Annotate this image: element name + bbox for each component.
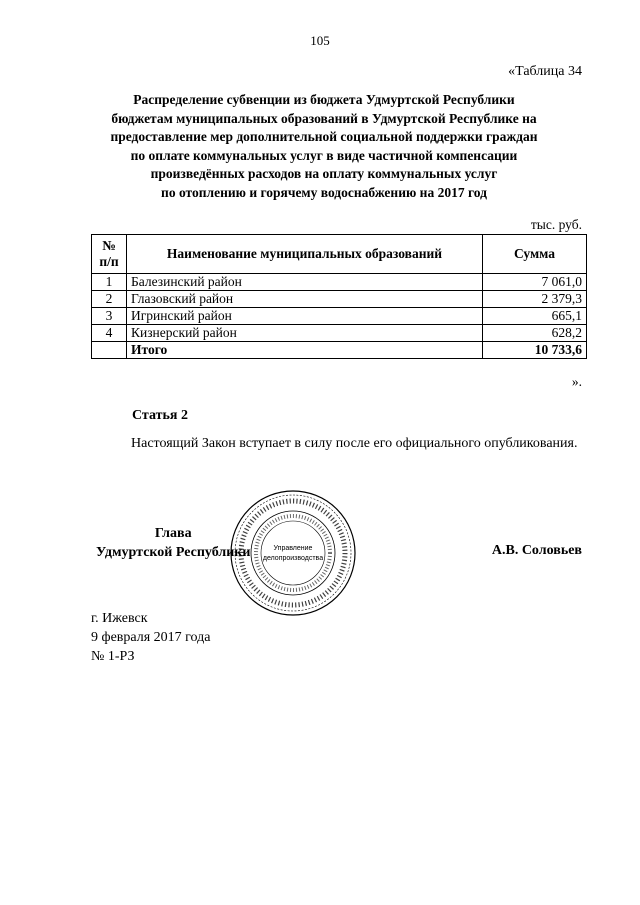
closing-quote: ». — [571, 374, 582, 389]
article-heading: Статья 2 — [132, 408, 188, 423]
seal-center-text: Управление — [273, 545, 313, 552]
row-sum: 7 061,0 — [483, 274, 587, 291]
row-name: Балезинский район — [127, 274, 483, 291]
table-row — [92, 308, 587, 325]
header-sum: Сумма — [483, 235, 587, 274]
page-number: 105 — [310, 33, 330, 48]
table-row — [92, 325, 587, 342]
signatory-title — [96, 524, 250, 562]
row-name: Кизнерский район — [127, 325, 483, 342]
table-header-row — [92, 235, 587, 274]
title-line: по отоплению и горячему водоснабжению на 2017 год — [161, 184, 487, 200]
title-line: по оплате коммунальных услуг в виде частичной компенсации — [130, 147, 518, 163]
row-sum: 665,1 — [483, 308, 587, 325]
header-name: Наименование муниципальных образований — [127, 235, 483, 274]
date: 9 февраля 2017 года — [91, 630, 211, 645]
row-name: Глазовский район — [127, 291, 483, 308]
header-num-line: № — [102, 238, 116, 253]
row-num: 2 — [92, 291, 127, 308]
row-num: 3 — [92, 308, 127, 325]
title-line: произведённых расходов на оплату коммунальных услуг — [150, 166, 498, 181]
law-number: № 1-РЗ — [91, 649, 135, 664]
table-row — [92, 274, 587, 291]
article-text: Настоящий Закон вступает в силу после его официального опубликования. — [131, 436, 578, 451]
table-total-row — [92, 342, 587, 359]
table-row — [92, 291, 587, 308]
row-num: 4 — [92, 325, 127, 342]
row-name: Игринский район — [127, 308, 483, 325]
total-sum: 10 733,6 — [483, 342, 587, 359]
row-sum: 2 379,3 — [483, 291, 587, 308]
signatory-title-line: Глава — [154, 526, 192, 541]
title-line: предоставление мер дополнительной социальной поддержки граждан — [110, 129, 538, 144]
total-num-empty — [92, 342, 127, 359]
document-title — [60, 91, 588, 202]
units-label: тыс. руб. — [530, 217, 582, 232]
place-date-block — [91, 609, 211, 666]
table-reference: «Таблица 34 — [508, 64, 582, 79]
header-num-line: п/п — [99, 254, 119, 269]
total-label: Итого — [127, 342, 483, 359]
seal-center-text: делопроизводства — [262, 555, 324, 562]
title-line: Распределение субвенции из бюджета Удмуртской Республики — [133, 92, 515, 107]
signatory-title-line: Удмуртской Республики — [96, 545, 251, 560]
subsidy-table — [91, 234, 587, 359]
title-line: бюджетам муниципальных образований в Удмуртской Республике на — [111, 110, 537, 126]
row-sum: 628,2 — [483, 325, 587, 342]
header-num — [92, 235, 127, 274]
signatory-name: А.В. Соловьев — [491, 543, 582, 558]
place: г. Ижевск — [91, 611, 148, 626]
row-num: 1 — [92, 274, 127, 291]
